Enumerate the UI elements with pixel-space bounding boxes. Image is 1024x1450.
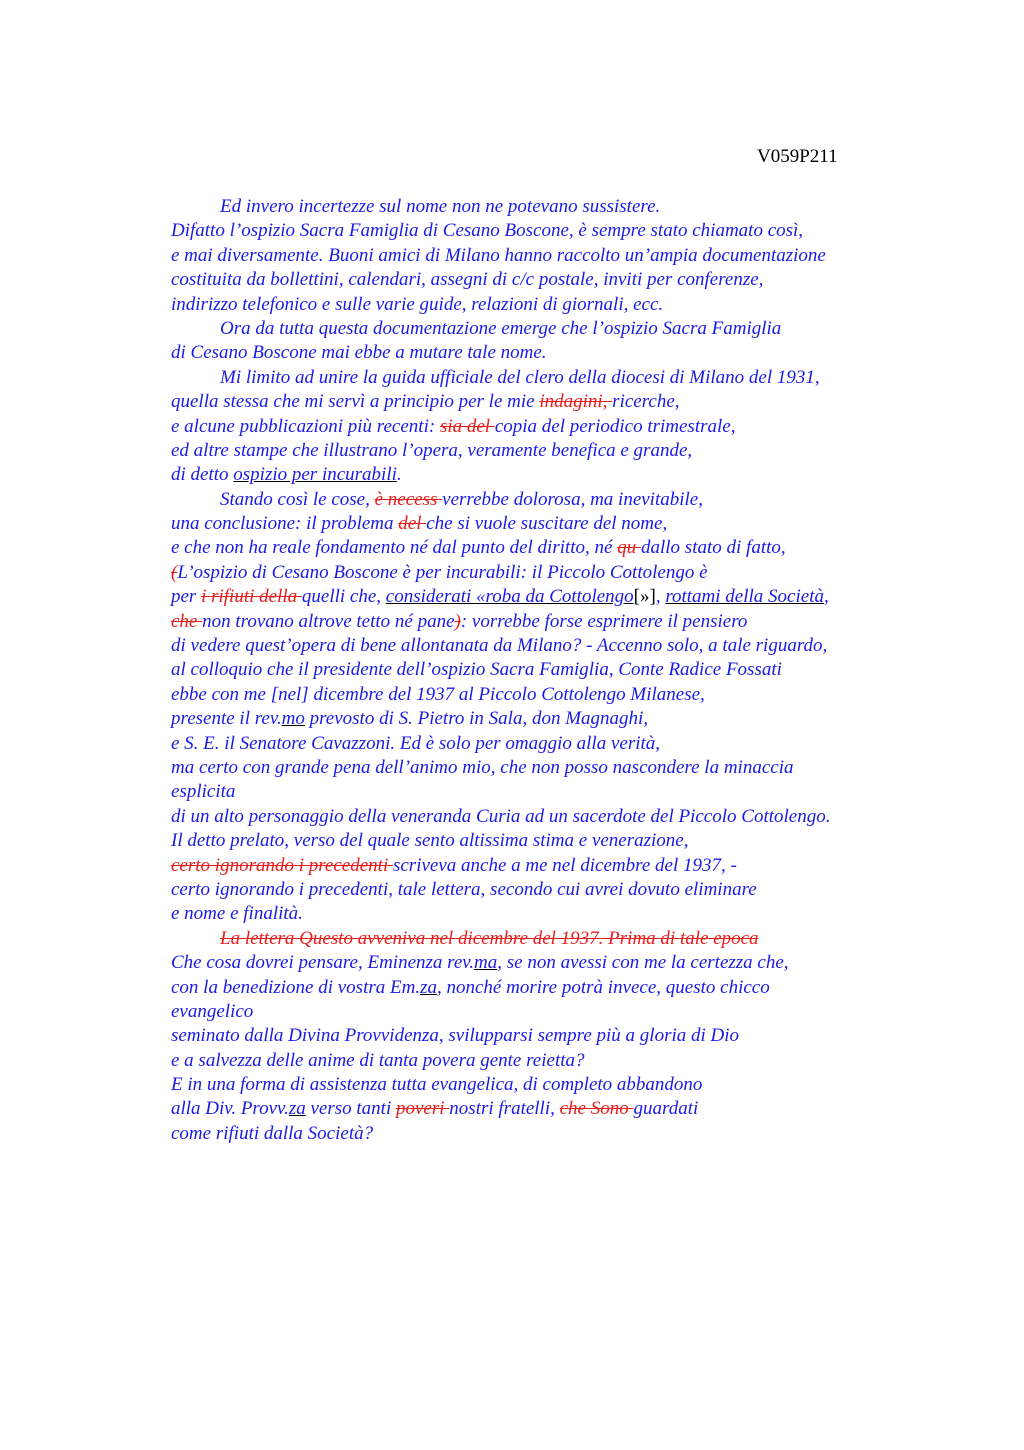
deleted-text: è necess [374, 488, 443, 510]
deleted-text: indagini, [539, 391, 613, 413]
text-line [171, 244, 931, 268]
deleted-text: del [398, 513, 427, 535]
underlined-text: za [420, 976, 437, 998]
text-line [171, 854, 931, 878]
text-segment: dallo stato di fatto, [641, 537, 786, 559]
text-segment: Che cosa dovrei pensare, Eminenza rev. [171, 952, 475, 974]
underlined-text: mo [281, 708, 305, 730]
text-line [171, 1000, 931, 1024]
text-segment: di vedere quest’opera di bene allontanata da Milano? - Accenno solo, a tale riguardo, [171, 635, 828, 657]
deleted-text: La lettera Questo avveniva nel dicembre del 1937. Prima di tale epoca [220, 927, 759, 949]
text-line [171, 1049, 931, 1073]
deleted-text: qu [617, 537, 641, 559]
text-line [171, 1122, 931, 1146]
text-line [171, 1024, 931, 1048]
text-line [171, 707, 931, 731]
text-line [171, 390, 931, 414]
text-line [171, 366, 931, 390]
text-segment: quella stessa che mi servì a principio per le mie [171, 391, 540, 413]
text-segment: una conclusione: il problema [171, 513, 399, 535]
deleted-text: ( [171, 561, 178, 583]
text-segment: indirizzo telefonico e sulle varie guide, relazioni di giornali, ecc. [171, 293, 664, 315]
text-line [171, 683, 931, 707]
text-segment: come rifiuti dalla Società? [171, 1122, 374, 1144]
text-line [171, 317, 931, 341]
underlined-text: considerati «roba da Cottolengo [385, 586, 634, 608]
text-segment: verso tanti [305, 1098, 396, 1120]
text-line [171, 439, 931, 463]
text-line [171, 293, 931, 317]
underlined-text: ospizio per incurabili [233, 464, 397, 486]
text-line [171, 634, 931, 658]
text-line [171, 976, 931, 1000]
text-line [171, 219, 931, 243]
text-line [171, 463, 931, 487]
text-line [171, 195, 931, 219]
text-segment: copia del periodico trimestrale, [494, 415, 736, 437]
text-segment: costituita da bollettini, calendari, assegni di c/c postale, inviti per conferenze, [171, 269, 764, 291]
text-segment: e che non ha reale fondamento né dal punto del diritto, né [171, 537, 618, 559]
text-segment: Difatto l’ospizio Sacra Famiglia di Cesano Boscone, è sempre stato chiamato così, [171, 220, 804, 242]
text-segment: , nonché morire potrà invece, questo chicco [436, 976, 770, 998]
text-line [171, 780, 931, 804]
text-line [171, 658, 931, 682]
text-line [171, 1073, 931, 1097]
deleted-text: che [171, 610, 203, 632]
text-line [171, 341, 931, 365]
text-line [171, 829, 931, 853]
text-line [171, 488, 931, 512]
text-segment: di Cesano Boscone mai ebbe a mutare tale nome. [171, 342, 547, 364]
text-line [171, 756, 931, 780]
text-segment: ed altre stampe che illustrano l’opera, veramente benefica e grande, [171, 439, 693, 461]
text-segment: : vorrebbe forse esprimere il pensiero [460, 610, 748, 632]
text-segment: e nome e finalità. [171, 903, 303, 925]
deleted-text: sia del [439, 415, 495, 437]
text-line [171, 805, 931, 829]
text-line [171, 1097, 931, 1121]
text-segment: scriveva anche a me nel dicembre del 1937, - [392, 854, 737, 876]
text-segment: . [396, 464, 402, 486]
text-line [171, 536, 931, 560]
text-line [171, 927, 931, 951]
deleted-text: i rifiuti della [201, 586, 302, 608]
text-segment: Mi limito ad unire la guida ufficiale del clero della diocesi di Milano del 1931, [220, 366, 820, 388]
text-line [171, 512, 931, 536]
text-segment: al colloquio che il presidente dell’ospizio Sacra Famiglia, Conte Radice Fossati [171, 659, 782, 681]
text-segment: nostri fratelli, [449, 1098, 560, 1120]
deleted-text: che Sono [559, 1098, 634, 1120]
deleted-text: poveri [396, 1098, 450, 1120]
underlined-text: rottami della Società [665, 586, 824, 608]
text-segment: e alcune pubblicazioni più recenti: [171, 415, 440, 437]
text-segment: , [823, 586, 829, 608]
text-segment: Il detto prelato, verso del quale sento altissima stima e venerazione, [171, 830, 689, 852]
text-line [171, 951, 931, 975]
text-segment: e S. E. il Senatore Cavazzoni. Ed è solo per omaggio alla verità, [171, 732, 661, 754]
deleted-text: ) [454, 610, 461, 632]
text-segment: ebbe con me [nel] dicembre del 1937 al Piccolo Cottolengo Milanese, [171, 683, 705, 705]
text-segment: non trovano altrove tetto né pane [202, 610, 455, 632]
text-line [171, 415, 931, 439]
text-segment: e a salvezza delle anime di tanta povera gente reietta? [171, 1049, 585, 1071]
text-line [171, 268, 931, 292]
text-segment: prevosto di S. Pietro in Sala, don Magnaghi, [304, 708, 649, 730]
text-segment: ricerche, [612, 391, 680, 413]
text-segment: presente il rev. [171, 708, 282, 730]
text-segment: Stando così le cose, [220, 488, 375, 510]
text-segment: verrebbe dolorosa, ma inevitabile, [442, 488, 703, 510]
text-segment: ma certo con grande pena dell’animo mio, che non posso nascondere la minaccia [171, 756, 794, 778]
text-segment: esplicita [171, 781, 236, 803]
text-segment: E in una forma di assistenza tutta evangelica, di completo abbandono [171, 1074, 703, 1096]
text-segment: di detto [171, 464, 234, 486]
text-segment: per [171, 586, 202, 608]
manuscript-text [171, 195, 931, 1146]
text-segment: evangelico [171, 1000, 254, 1022]
text-segment: certo ignorando i precedenti, tale lettera, secondo cui avrei dovuto eliminare [171, 878, 757, 900]
text-line [171, 878, 931, 902]
text-segment: , se non avessi con me la certezza che, [497, 952, 789, 974]
underlined-text: za [288, 1098, 306, 1120]
deleted-text: certo ignorando i precedenti [171, 854, 393, 876]
text-line [171, 902, 931, 926]
underlined-text: ma [474, 952, 498, 974]
page-identifier: V059P211 [757, 146, 838, 167]
text-segment: Ed invero incertezze sul nome non ne potevano sussistere. [220, 196, 661, 217]
text-line [171, 561, 931, 585]
text-segment: seminato dalla Divina Provvidenza, svilupparsi sempre più a gloria di Dio [171, 1025, 740, 1047]
text-segment: di un alto personaggio della veneranda Curia ad un sacerdote del Piccolo Cottolengo. [171, 805, 831, 827]
text-segment: , [655, 586, 666, 608]
text-line [171, 732, 931, 756]
text-segment: e mai diversamente. Buoni amici di Milano hanno raccolto un’ampia documentazione [171, 244, 826, 266]
text-segment: L’ospizio di Cesano Boscone è per incurabili: il Piccolo Cottolengo è [177, 561, 708, 583]
text-line [171, 610, 931, 634]
text-segment: che si vuole suscitare del nome, [426, 513, 668, 535]
text-segment: alla Div. Provv. [171, 1098, 289, 1120]
bracket-insertion: [»] [633, 586, 656, 608]
text-segment: quelli che, [301, 586, 386, 608]
text-line [171, 585, 931, 609]
text-segment: guardati [633, 1098, 699, 1120]
text-segment: con la benedizione di vostra Em. [171, 976, 421, 998]
text-segment: Ora da tutta questa documentazione emerge che l’ospizio Sacra Famiglia [220, 317, 782, 339]
